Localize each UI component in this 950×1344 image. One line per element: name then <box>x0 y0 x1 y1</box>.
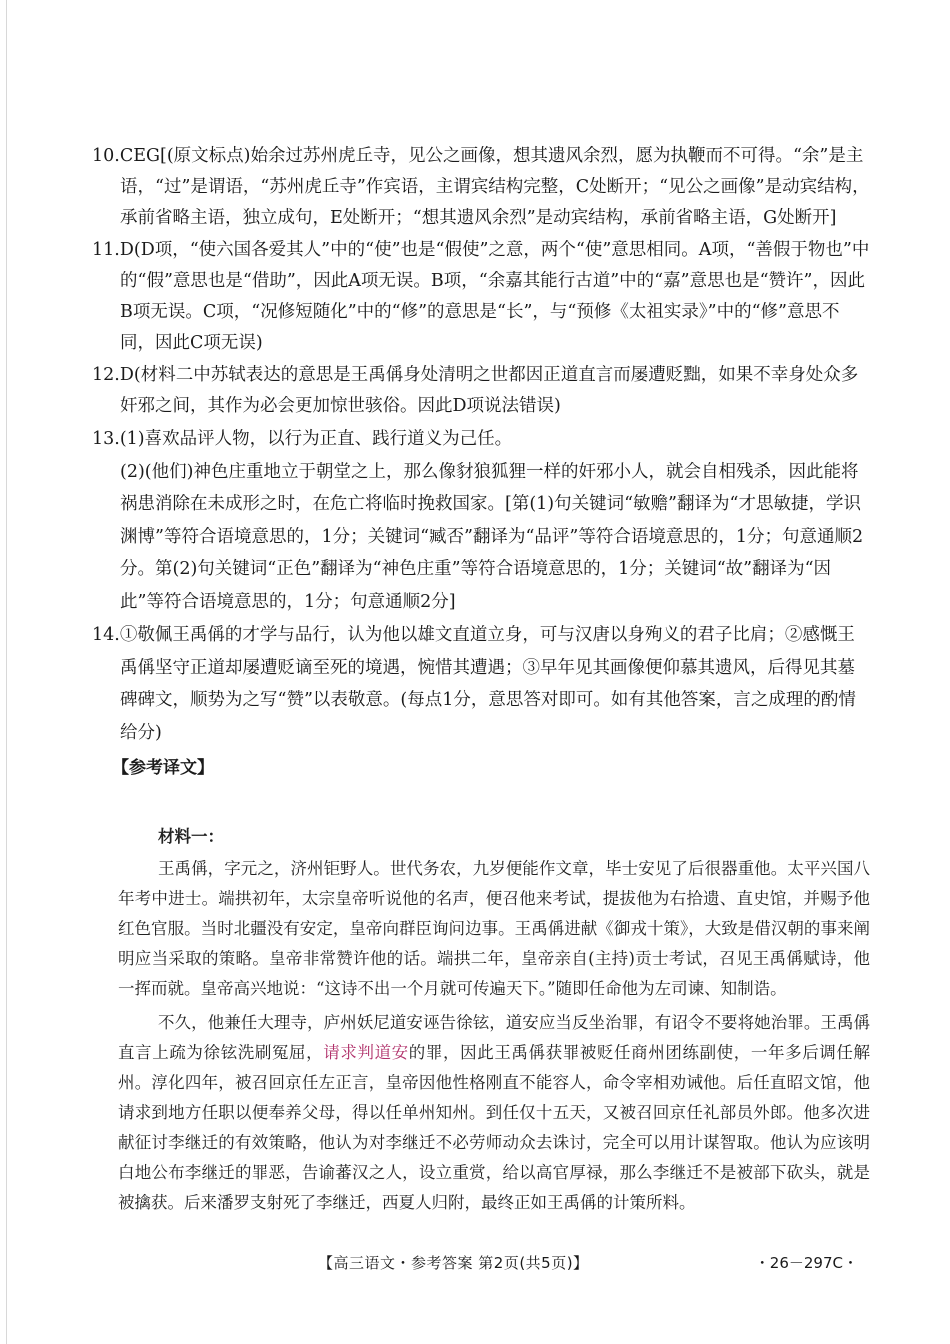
page-edge-line <box>6 0 7 1344</box>
answer-item-13 <box>92 423 870 618</box>
answer-number: 12. <box>92 365 120 385</box>
translation-heading: 【参考译文】 <box>112 758 214 778</box>
answer-item-12 <box>92 360 870 422</box>
answer-number: 10. <box>92 146 120 166</box>
answer-list <box>92 141 870 784</box>
answer-item-10 <box>92 141 870 234</box>
answer-text: (1)喜欢品评人物，以行为正直、践行道义为己任。 <box>119 429 513 449</box>
answer-text: D(D项，“使六国各爱其人”中的“使”也是“假使”之意，两个“使”意思相同。A项，“善假于物也”中的“假”意思也是“借助”，因此A项无误。B项，“余嘉其能行古道”中的“嘉”意思也是“赞许”，因此B项无误。C项，“况修短随化”中的“修”的意思是“长”，与“预修《太祖实录》”中的“修”意思不同，因此C项无误) <box>119 240 870 353</box>
answer-text: CEG[(原文标点)始余过苏州虎丘寺，见公之画像，想其遗风余烈，愿为执鞭而不可得。“余”是主语，“过”是谓语，“苏州虎丘寺”作宾语，主谓宾结构完整，C处断开；“见公之画像”是动宾结构，承前省略主语，独立成句，E处断开；“想其遗风余烈”是动宾结构，承前省略主语，G处断开] <box>119 146 870 228</box>
translation-paragraph-1: 王禹偁，字元之，济州钜野人。世代务农，九岁便能作文章，毕士安见了后很器重他。太平兴国八年考中进士。端拱初年，太宗皇帝听说他的名声，便召他来考试，提拔他为右拾遗、直史馆，并赐予他红色官服。当时北疆没有安定，皇帝向群臣询问边事。王禹偁进献《御戎十策》，大致是借汉朝的事来阐明应当采取的策略。皇帝非常赞许他的话。端拱二年，皇帝亲自(主持)贡士考试，召见王禹偁赋诗，他一挥而就。皇帝高兴地说：“这诗不出一个月就可传遍天下。”随即任命他为左司谏、知制诰。 <box>118 859 870 998</box>
translation-section <box>118 822 870 1222</box>
highlighted-text: 请求判道安 <box>323 1043 409 1062</box>
paragraph-text: 的罪，因此王禹偁获罪被贬任商州团练副使，一年多后调任解州。淳化四年，被召回京任左正言，皇帝因他性格刚直不能容人，命令宰相劝诫他。后任直昭文馆，他请求到地方任职以便奉养父母，得以任单州知州。到任仅十五天，又被召回京任礼部员外郎。他多次进献征讨李继迁的有效策略，他认为对李继迁不必劳师动众去诛讨，完全可以用计谋智取。他认为应该明白地公布李继迁的罪恶，告谕蕃汉之人，设立重赏，给以高官厚禄，那么李继迁不是被部下砍头，就是被擒获。后来潘罗支射死了李继迁，西夏人归附，最终正如王禹偁的计策所料。 <box>118 1043 871 1212</box>
answer-continuation: (2)(他们)神色庄重地立于朝堂之上，那么像豺狼狐狸一样的奸邪小人，就会自相残杀，因此能将祸患消除在未成形之时，在危亡将临时挽救国家。[第(1)句关键词“敏赡”翻译为“才思敏捷，学识渊博”等符合语境意思的，1分；关键词“臧否”翻译为“品评”等符合语境意思的，1分；句意通顺2分。第(2)句关键词“正色”翻译为“神色庄重”等符合语境意思的，1分；关键词“故”翻译为“因此”等符合语境意思的，1分；句意通顺2分] <box>120 461 864 612</box>
page-footer <box>0 1252 950 1278</box>
answer-item-14 <box>92 619 870 749</box>
paragraph-text: 不久，他兼任大理寺，庐州妖尼道安诬告徐铉，道安应当反坐治罪，有诏令不要将她治罪。王禹偁直言上疏为徐铉洗刷冤屈， <box>118 1013 870 1062</box>
answer-text: D(材料二中苏轼表达的意思是王禹偁身处清明之世都因正道直言而屡遭贬黜，如果不幸身处众多奸邪之间，其作为必会更加惊世骇俗。因此D项说法错误) <box>119 365 859 416</box>
translation-paragraph-2 <box>118 1008 870 1218</box>
footer-code: ・26－297C・ <box>754 1254 858 1272</box>
answer-number: 14. <box>92 625 120 645</box>
footer-title: 【高三语文・参考答案 第2页(共5页)】 <box>318 1254 589 1272</box>
answer-number: 11. <box>92 240 120 260</box>
answer-item-11 <box>92 235 870 359</box>
answer-number: 13. <box>92 429 120 449</box>
material-heading: 材料一： <box>158 827 224 846</box>
answer-text: ①敬佩王禹偁的才学与品行，认为他以雄文直道立身，可与汉唐以身殉义的君子比肩；②感慨王禹偁坚守正道却屡遭贬谪至死的境遇，惋惜其遭遇；③早年见其画像便仰慕其遗风，后得见其墓碑碑文，顺势为之写“赞”以表敬意。(每点1分，意思答对即可。如有其他答案，言之成理的酌情给分) <box>119 625 856 743</box>
